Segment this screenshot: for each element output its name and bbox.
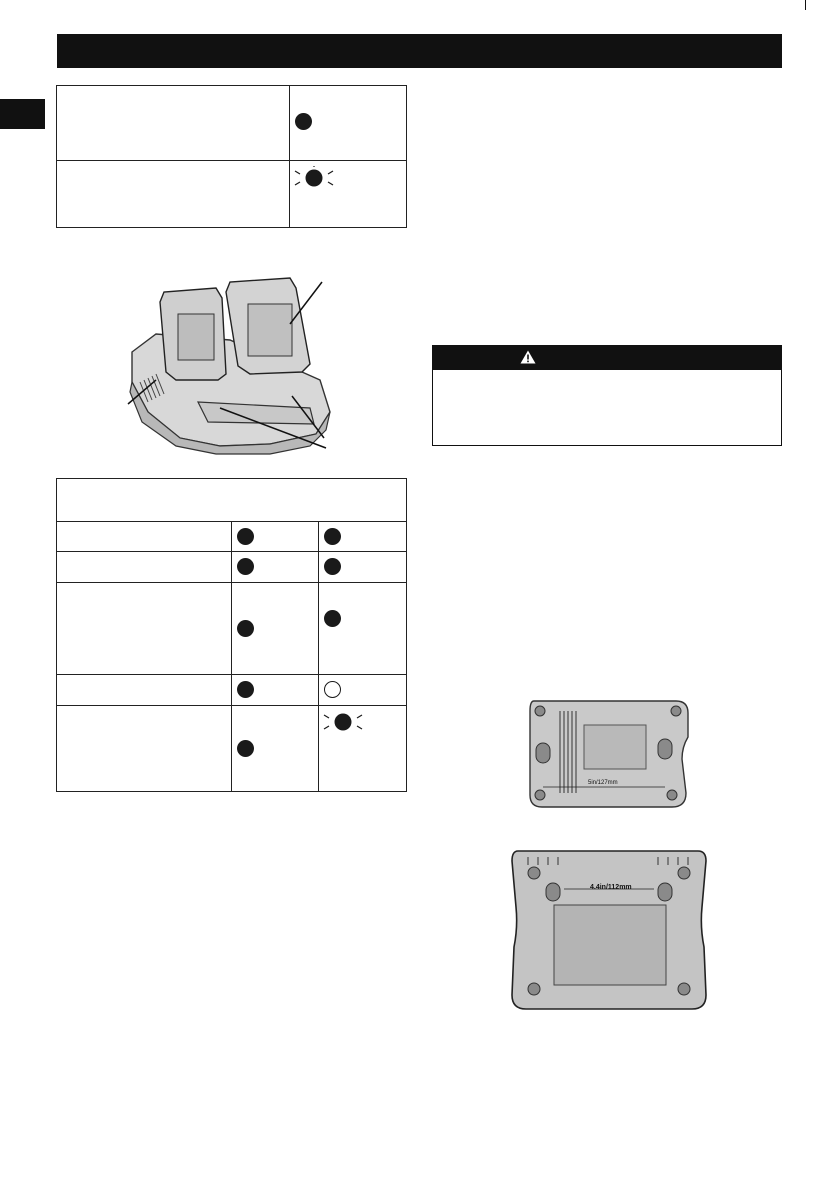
led1-cell	[232, 675, 319, 706]
warning-header	[432, 345, 782, 370]
led-solid-icon	[324, 528, 341, 545]
led-flashing-icon	[321, 710, 365, 734]
led1-cell	[232, 706, 319, 792]
led-solid-icon	[324, 610, 341, 627]
led2-cell	[319, 583, 407, 675]
led-solid-icon	[237, 558, 254, 575]
status-row-text	[57, 552, 232, 583]
led-solid-icon	[237, 528, 254, 545]
wall-mount-figure-2	[508, 847, 710, 1013]
warning-triangle-icon	[520, 350, 536, 364]
led-solid-icon	[324, 558, 341, 575]
indicator-row-text	[57, 86, 290, 161]
section-header-bar	[57, 34, 782, 68]
indicator-cell	[290, 86, 407, 161]
status-row-text	[57, 583, 232, 675]
led-solid-icon	[295, 113, 312, 130]
page-edge-rule	[805, 0, 806, 10]
led1-cell	[232, 583, 319, 675]
led-solid-icon	[237, 681, 254, 698]
language-side-tab	[0, 99, 45, 129]
led2-cell	[319, 706, 407, 792]
led-flashing-icon	[292, 166, 336, 190]
led2-cell	[319, 522, 407, 552]
led2-cell	[319, 675, 407, 706]
status-row-text	[57, 675, 232, 706]
led-solid-icon	[237, 740, 254, 757]
charger-status-table	[56, 478, 407, 792]
status-row-text	[57, 706, 232, 792]
charger-illustration	[120, 262, 342, 458]
indicator-cell	[290, 161, 407, 228]
led1-cell	[232, 552, 319, 583]
led2-cell	[319, 552, 407, 583]
led1-cell	[232, 522, 319, 552]
status-row-text	[57, 522, 232, 552]
indicator-table-top	[56, 85, 407, 228]
led-solid-icon	[237, 620, 254, 637]
status-table-header	[57, 479, 407, 522]
wall-mount-figure-1	[526, 697, 692, 812]
led-off-icon	[324, 681, 341, 698]
wall-mount-dimension-2: 4.4in/112mm	[590, 884, 632, 891]
indicator-row-text	[57, 161, 290, 228]
wall-mount-dimension-1: 5in/127mm	[588, 780, 618, 786]
